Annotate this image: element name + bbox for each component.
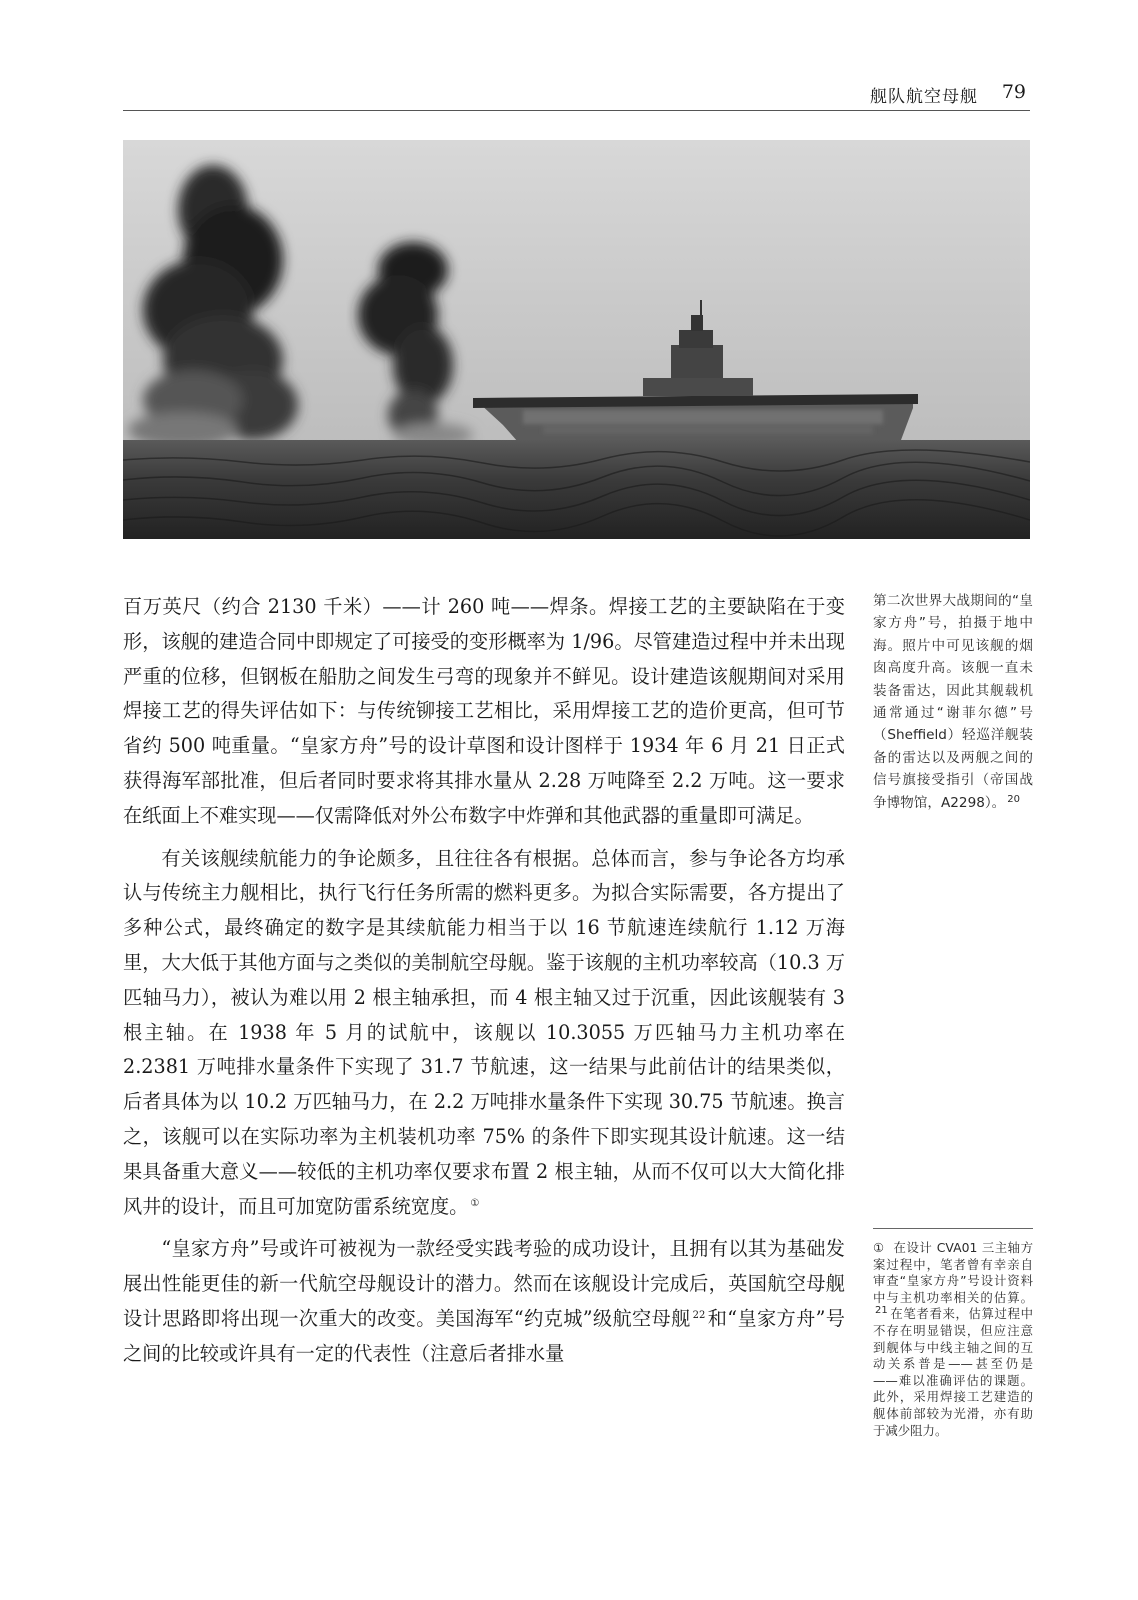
- figure-caption-text: 第二次世界大战期间的“皇家方舟”号，拍摄于地中海。照片中可见该舰的烟囱高度升高。该舰一直未装备雷达，因此其舰载机通常通过“谢菲尔德”号（Sheffield）轻巡洋舰装备的雷达以及两舰之间的信号旗接受指引（帝国战争博物馆，A2298）。: [873, 593, 1033, 811]
- figure-caption: [873, 590, 1033, 814]
- running-head-title: 舰队航空母舰: [870, 87, 978, 107]
- paragraph-3-text-a: “皇家方舟”号或许可被视为一款经受实践考验的成功设计，且拥有以其为基础发展出性能更佳的新一代航空母舰设计的潜力。然而在该舰设计完成后，英国航空母舰设计思路即将出现一次重大的改变。美国海军“约克城”级航空母舰: [123, 1237, 845, 1330]
- paragraph-3-text-b: 和“皇家方舟”号之间的比较或许具有一定的代表性（注意后者排水量: [123, 1306, 845, 1365]
- body-text: [123, 590, 845, 1372]
- page-number: 79: [1001, 81, 1026, 103]
- running-head: [123, 82, 1030, 111]
- footnote-marker[interactable]: ①: [470, 1197, 480, 1209]
- paragraph-2-text: 有关该舰续航能力的争论颇多，且往往各有根据。总体而言，参与争论各方均承认与传统主力舰相比，执行飞行任务所需的燃料更多。为拟合实际需要，各方提出了多种公式，最终确定的数字是其续航能力相当于以 16 节航速连续航行 1.12 万海里，大大低于其他方面与之类似的美制航空母舰。鉴于该舰的主机功率较高（10.3 万匹轴马力），被认为难以用 2 根主轴承担，而 4 根主轴又过于沉重，因此该舰装有 3 根主轴。在 1938 年 5 月的试航中，该舰以 10.3055 万匹轴马力主机功率在 2.2381 万吨排水量条件下实现了 31.7 节航速，这一结果与此前估计的结果类似，后者具体为以 10.2 万匹轴马力，在 2.2 万吨排水量条件下实现 30.75 节航速。换言之，该舰可以在实际功率为主机装机功率 75% 的条件下即实现其设计航速。这一结果具备重大意义——较低的主机功率仅要求布置 2 根主轴，从而不仅可以大大简化排风井的设计，而且可加宽防雷系统宽度。: [123, 846, 845, 1218]
- carrier-photo-illustration: [123, 140, 1030, 539]
- carrier-photo: [123, 140, 1030, 539]
- paragraph-3: [123, 1232, 845, 1371]
- footnote-divider: [873, 1228, 1033, 1229]
- caption-endnote-ref[interactable]: 20: [1007, 793, 1020, 805]
- footnote-text-a: 在设计 CVA01 三主轴方案过程中，笔者曾有幸亲自审查“皇家方舟”号设计资料中与主机功率相关的估算。: [873, 1240, 1033, 1305]
- footnote-text-b: 在笔者看来，估算过程中不存在明显错误，但应注意到舰体与中线主轴之间的互动关系普是——甚至仍是——难以准确评估的课题。此外，采用焊接工艺建造的舰体前部较为光滑，亦有助于减少阻力。: [873, 1306, 1033, 1438]
- footnote-mark: ①: [873, 1240, 885, 1255]
- footnote: [873, 1240, 1033, 1439]
- endnote-ref-22[interactable]: 22: [692, 1309, 706, 1321]
- footnote-endnote-ref[interactable]: 21: [875, 1305, 888, 1317]
- paragraph-1: 百万英尺（约合 2130 千米）——计 260 吨——焊条。焊接工艺的主要缺陷在于变形，该舰的建造合同中即规定了可接受的变形概率为 1/96。尽管建造过程中并未出现严重的位移，但钢板在船肋之间发生弓弯的现象并不鲜见。设计建造该舰期间对采用焊接工艺的得失评估如下：与传统铆接工艺相比，采用焊接工艺的造价更高，但可节省约 500 吨重量。“皇家方舟”号的设计草图和设计图样于 1934 年 6 月 21 日正式获得海军部批准，但后者同时要求将其排水量从 2.28 万吨降至 2.2 万吨。这一要求在纸面上不难实现——仅需降低对外公布数字中炸弹和其他武器的重量即可满足。: [123, 595, 845, 827]
- paragraph-2: [123, 842, 845, 1225]
